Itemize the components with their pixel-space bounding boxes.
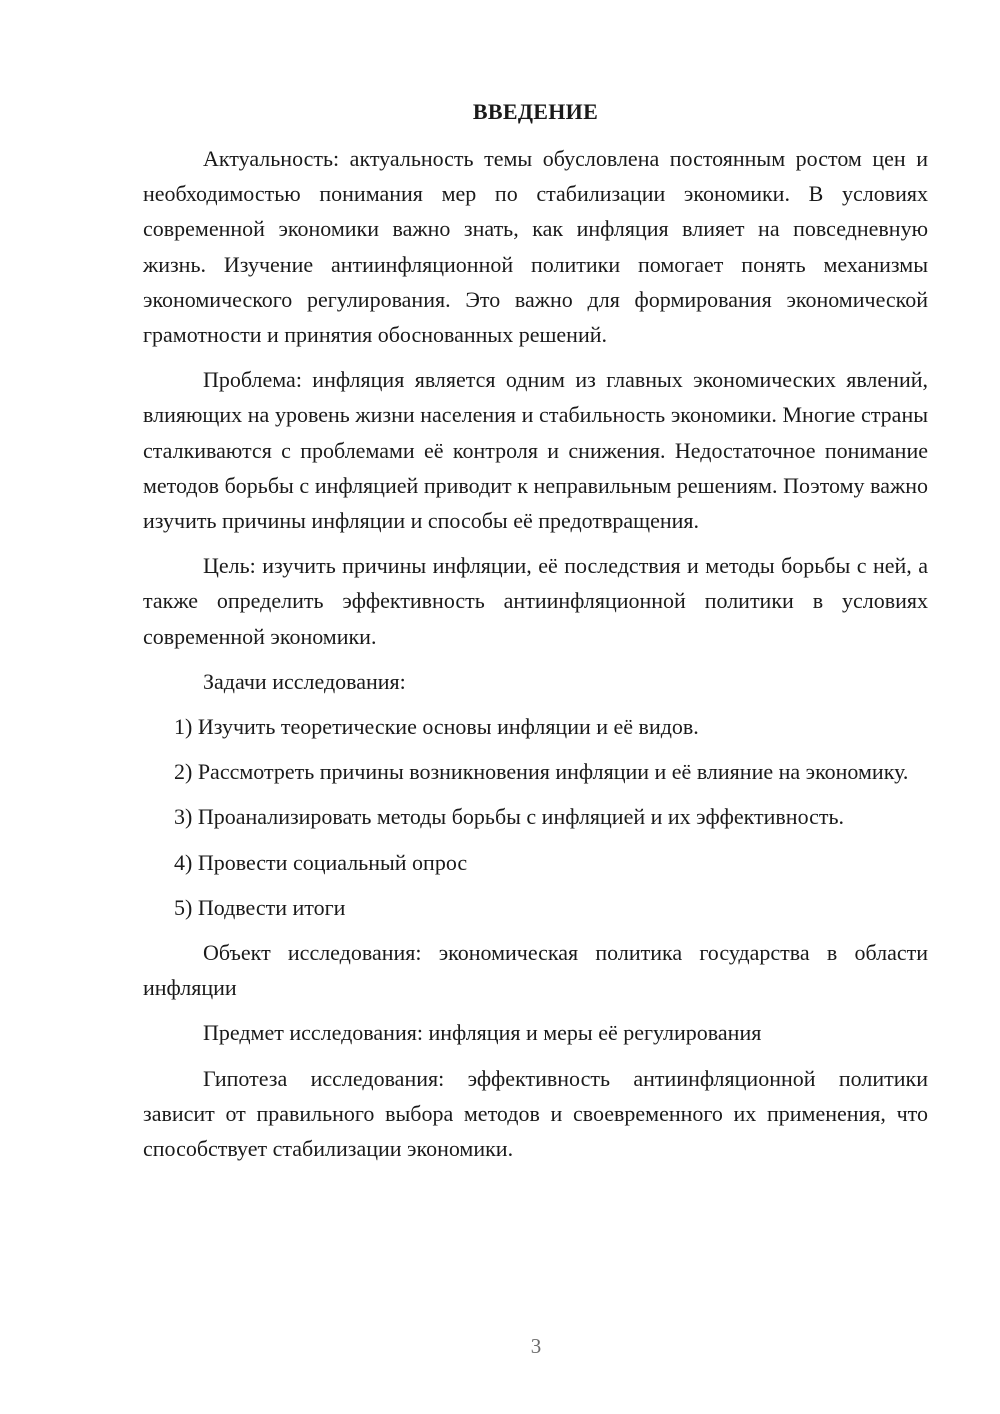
task-item-3: 3) Проанализировать методы борьбы с инфляцией и их эффективность. — [174, 804, 845, 830]
paragraph-object: Объект исследования: экономическая политика государства в области инфляции — [143, 940, 928, 1001]
task-item-5: 5) Подвести итоги — [174, 894, 346, 920]
task-item-1: 1) Изучить теоретические основы инфляции и её видов. — [174, 714, 699, 740]
page-title: ВВЕДЕНИЕ — [472, 99, 599, 124]
task-item-2: 2) Рассмотреть причины возникновения инфляции и её влияние на экономику. — [174, 759, 909, 785]
paragraph-hypothesis: Гипотеза исследования: эффективность антиинфляционной политики зависит от правильного выбора методов и своевременного их применения, что способствует стабилизации экономики. — [143, 1065, 928, 1162]
tasks-heading: Задачи исследования: — [203, 668, 406, 694]
document-page — [143, 94, 928, 1176]
paragraph-relevance: Актуальность: актуальность темы обусловлена постоянным ростом цен и необходимостью понимания мер по стабилизации экономики. В условиях современной экономики важно знать, как инфляция влияет на повседневную жизнь. Изучение антиинфляционной политики помогает понять механизмы экономического регулирования. Это важно для формирования экономической грамотности и принятия обоснованных решений. — [143, 146, 928, 348]
page-number: 3 — [530, 1334, 542, 1358]
paragraph-goal: Цель: изучить причины инфляции, её последствия и методы борьбы с ней, а также определить эффективность антиинфляционной политики в условиях современной экономики. — [143, 553, 928, 649]
paragraph-problem: Проблема: инфляция является одним из главных экономических явлений, влияющих на уровень жизни населения и стабильность экономики. Многие страны сталкиваются с проблемами её контроля и снижения. Недостаточное понимание методов борьбы с инфляцией приводит к неправильным решениям. Поэтому важно изучить причины инфляции и способы её предотвращения. — [143, 367, 928, 534]
task-item-4: 4) Провести социальный опрос — [174, 849, 468, 875]
paragraph-subject: Предмет исследования: инфляция и меры её регулирования — [203, 1020, 762, 1046]
